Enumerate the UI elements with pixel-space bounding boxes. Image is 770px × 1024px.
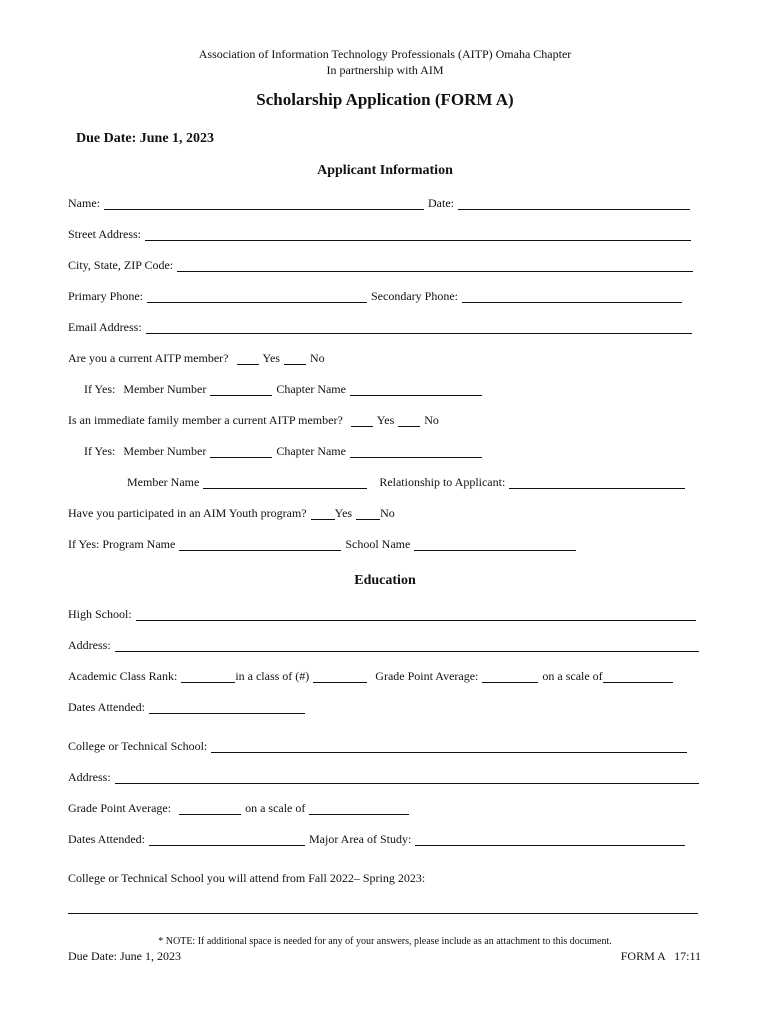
college-gpa-row — [68, 801, 409, 815]
youth-yes-field[interactable] — [311, 508, 335, 520]
family-member-number-label: Member Number — [123, 444, 207, 458]
name-row — [68, 196, 690, 210]
family-yes-label: Yes — [376, 413, 395, 427]
future-school-label: College or Technical School you will attend from Fall 2022– Spring 2023: — [68, 871, 426, 885]
chapter-name-field[interactable] — [350, 384, 482, 396]
footer-form-code: FORM A 17:11 — [620, 949, 701, 963]
college-gpa-field[interactable] — [179, 803, 241, 815]
college-scale-field[interactable] — [309, 803, 409, 815]
name-field[interactable] — [104, 198, 424, 210]
youth-no-field[interactable] — [356, 508, 380, 520]
family-yes-field[interactable] — [351, 415, 373, 427]
college-field[interactable] — [211, 741, 687, 753]
email-field[interactable] — [146, 322, 692, 334]
class-rank-field[interactable] — [181, 671, 235, 683]
hs-scale-field[interactable] — [603, 671, 673, 683]
relationship-field[interactable] — [509, 477, 685, 489]
family-if-yes-label: If Yes: — [84, 444, 116, 458]
hs-gpa-field[interactable] — [482, 671, 538, 683]
hs-dates-row — [68, 700, 305, 714]
relationship-label: Relationship to Applicant: — [379, 475, 506, 489]
youth-details-row — [68, 537, 576, 551]
date-label: Date: — [428, 196, 454, 210]
major-label: Major Area of Study: — [308, 832, 412, 846]
program-name-label: If Yes: Program Name — [68, 537, 176, 551]
hs-address-label: Address: — [68, 638, 111, 652]
hs-dates-field[interactable] — [149, 702, 305, 714]
due-date: Due Date: June 1, 2023 — [76, 131, 215, 146]
youth-question: Have you participated in an AIM Youth program? — [68, 506, 307, 520]
secondary-phone-field[interactable] — [462, 291, 682, 303]
family-no-field[interactable] — [398, 415, 420, 427]
email-label: Email Address: — [68, 320, 142, 334]
hs-address-row — [68, 638, 699, 652]
college-address-label: Address: — [68, 770, 111, 784]
footer-due-date: Due Date: June 1, 2023 — [68, 949, 181, 963]
member-number-field[interactable] — [210, 384, 272, 396]
footnote: * NOTE: If additional space is needed for any of your answers, please include as an attachment to this document. — [158, 936, 612, 947]
college-gpa-label: Grade Point Average: — [68, 801, 172, 815]
member-name-field[interactable] — [203, 477, 367, 489]
phone-row — [68, 289, 682, 303]
city-row — [68, 258, 693, 272]
college-address-row — [68, 770, 699, 784]
chapter-name-label: Chapter Name — [276, 382, 346, 396]
family-member-row — [127, 475, 685, 489]
family-chapter-name-field[interactable] — [350, 446, 482, 458]
youth-yes-label: Yes — [334, 506, 353, 520]
applicant-heading: Applicant Information — [317, 163, 453, 178]
member-name-label: Member Name — [127, 475, 200, 489]
hs-gpa-label: Grade Point Average: — [375, 669, 479, 683]
family-question-row — [68, 413, 439, 427]
class-rank-label: Academic Class Rank: — [68, 669, 178, 683]
high-school-row — [68, 607, 696, 621]
hs-dates-label: Dates Attended: — [68, 700, 145, 714]
city-field[interactable] — [177, 260, 693, 272]
member-no-label: No — [309, 351, 325, 365]
college-dates-field[interactable] — [149, 834, 305, 846]
if-yes-label: If Yes: — [84, 382, 116, 396]
hs-address-field[interactable] — [115, 640, 699, 652]
program-name-field[interactable] — [179, 539, 341, 551]
college-dates-row — [68, 832, 685, 846]
family-no-label: No — [424, 413, 439, 427]
org-line: Association of Information Technology Professionals (AITP) Omaha Chapter — [198, 47, 572, 61]
date-field[interactable] — [458, 198, 690, 210]
primary-phone-field[interactable] — [147, 291, 367, 303]
member-yes-field[interactable] — [237, 353, 259, 365]
future-school-field[interactable] — [68, 913, 698, 914]
family-member-number-field[interactable] — [210, 446, 272, 458]
partner-line: In partnership with AIM — [326, 63, 444, 77]
member-details-row — [84, 382, 482, 396]
future-school-row — [68, 871, 425, 885]
class-size-field[interactable] — [313, 671, 367, 683]
education-heading: Education — [354, 573, 416, 588]
college-dates-label: Dates Attended: — [68, 832, 145, 846]
major-field[interactable] — [415, 834, 685, 846]
college-row — [68, 739, 687, 753]
street-label: Street Address: — [68, 227, 141, 241]
high-school-field[interactable] — [136, 609, 696, 621]
college-scale-label: on a scale of — [245, 801, 306, 815]
name-label: Name: — [68, 196, 100, 210]
school-name-label: School Name — [345, 537, 411, 551]
member-question-row — [68, 351, 325, 365]
page-title: Scholarship Application (FORM A) — [256, 90, 514, 109]
high-school-label: High School: — [68, 607, 132, 621]
school-name-field[interactable] — [414, 539, 576, 551]
email-row — [68, 320, 692, 334]
member-no-field[interactable] — [284, 353, 306, 365]
class-rank-row — [68, 669, 673, 683]
street-row — [68, 227, 691, 241]
city-label: City, State, ZIP Code: — [68, 258, 174, 272]
youth-question-row — [68, 506, 395, 520]
in-class-of-label: in a class of (#) — [235, 669, 310, 683]
street-field[interactable] — [145, 229, 691, 241]
family-question: Is an immediate family member a current AITP member? — [68, 413, 343, 427]
member-yes-label: Yes — [262, 351, 280, 365]
family-chapter-name-label: Chapter Name — [276, 444, 346, 458]
college-address-field[interactable] — [115, 772, 699, 784]
secondary-phone-label: Secondary Phone: — [371, 289, 458, 303]
youth-no-label: No — [380, 506, 395, 520]
hs-scale-label: on a scale of — [542, 669, 603, 683]
college-label: College or Technical School: — [68, 739, 208, 753]
family-details-row — [84, 444, 482, 458]
member-question: Are you a current AITP member? — [68, 351, 229, 365]
member-number-label: Member Number — [123, 382, 207, 396]
primary-phone-label: Primary Phone: — [68, 289, 143, 303]
